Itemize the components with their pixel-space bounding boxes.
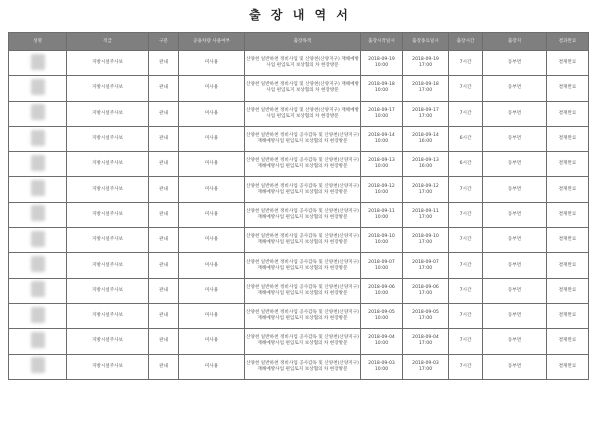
cell-destination: 동부면	[483, 202, 547, 227]
cell-destination: 동부면	[483, 228, 547, 253]
cell-type: 관내	[149, 101, 179, 126]
redacted-name-blur	[31, 357, 45, 373]
end-time: 16:00	[418, 164, 433, 170]
cell-result: 결재완료	[547, 354, 589, 379]
table-row	[9, 76, 589, 101]
cell-destination: 동부면	[483, 76, 547, 101]
redacted-name-cell	[9, 303, 67, 328]
cell-start	[361, 101, 403, 126]
start-time: 10:00	[374, 189, 389, 195]
redacted-name-cell	[9, 101, 67, 126]
header-name: 성명	[9, 33, 67, 51]
table-row	[9, 177, 589, 202]
cell-vehicle: 미사용	[179, 202, 245, 227]
end-date: 2018-09-07	[412, 259, 439, 265]
cell-result: 결재완료	[547, 303, 589, 328]
redacted-name-blur	[31, 332, 45, 348]
cell-end	[403, 177, 449, 202]
redacted-name-blur	[31, 155, 45, 171]
start-date: 2018-09-14	[368, 133, 395, 139]
start-time: 10:00	[374, 316, 389, 322]
start-date: 2018-09-18	[368, 82, 395, 88]
cell-end	[403, 278, 449, 303]
start-date: 2018-09-06	[368, 284, 395, 290]
cell-type: 관내	[149, 76, 179, 101]
start-date: 2018-09-05	[368, 310, 395, 316]
table-row	[9, 354, 589, 379]
cell-type: 관내	[149, 354, 179, 379]
cell-position: 지방시설주사보	[67, 303, 149, 328]
end-time: 17:00	[418, 290, 433, 296]
cell-purpose: 산양천 일반하천 정비사업 공사감독 및 산양천(산양지구) 재해예방사업 편입토지 보상협의 차 현장방문	[245, 228, 361, 253]
cell-position: 지방시설주사보	[67, 76, 149, 101]
start-date: 2018-09-13	[368, 158, 395, 164]
cell-end	[403, 126, 449, 151]
cell-start	[361, 228, 403, 253]
redacted-name-blur	[31, 205, 45, 221]
cell-purpose: 산양천 일반하천 정비사업 및 산양천(산양지구) 재해예방사업 편입토지 보상협의 차 현장방문	[245, 76, 361, 101]
cell-purpose: 산양천 일반하천 정비사업 공사감독 및 산양천(산양지구) 재해예방사업 편입토지 보상협의 차 현장방문	[245, 354, 361, 379]
cell-start	[361, 76, 403, 101]
cell-duration: 6시간	[449, 126, 483, 151]
cell-duration: 7시간	[449, 202, 483, 227]
cell-purpose: 산양천 일반하천 정비사업 공사감독 및 산양천(산양지구) 재해예방사업 편입토지 보상협의 차 현장방문	[245, 126, 361, 151]
cell-start	[361, 177, 403, 202]
cell-start	[361, 329, 403, 354]
cell-start	[361, 126, 403, 151]
cell-vehicle: 미사용	[179, 51, 245, 76]
cell-position: 지방시설주사보	[67, 278, 149, 303]
cell-destination: 동부면	[483, 329, 547, 354]
cell-position: 지방시설주사보	[67, 253, 149, 278]
cell-vehicle: 미사용	[179, 253, 245, 278]
cell-destination: 동부면	[483, 354, 547, 379]
cell-destination: 동부면	[483, 253, 547, 278]
table-row	[9, 101, 589, 126]
cell-type: 관내	[149, 202, 179, 227]
start-time: 10:00	[374, 366, 389, 372]
cell-end	[403, 202, 449, 227]
cell-position: 지방시설주사보	[67, 228, 149, 253]
end-date: 2018-09-17	[412, 107, 439, 113]
end-date: 2018-09-05	[412, 310, 439, 316]
trip-ledger-table	[8, 32, 589, 380]
table-row	[9, 303, 589, 328]
end-date: 2018-09-03	[412, 360, 439, 366]
cell-vehicle: 미사용	[179, 354, 245, 379]
start-date: 2018-09-10	[368, 234, 395, 240]
cell-result: 결재완료	[547, 51, 589, 76]
cell-start	[361, 303, 403, 328]
redacted-name-cell	[9, 177, 67, 202]
cell-purpose: 산양천 일반하천 정비사업 공사감독 및 산양천(산양지구) 재해예방사업 편입토지 보상협의 차 현장방문	[245, 253, 361, 278]
cell-duration: 7시간	[449, 253, 483, 278]
redacted-name-cell	[9, 202, 67, 227]
cell-destination: 동부면	[483, 101, 547, 126]
start-date: 2018-09-07	[368, 259, 395, 265]
cell-end	[403, 354, 449, 379]
start-time: 10:00	[374, 164, 389, 170]
cell-purpose: 산양천 일반하천 정비사업 및 산양천(산양지구) 재해예방사업 편입토지 보상협의 차 현장방문	[245, 51, 361, 76]
end-date: 2018-09-11	[412, 208, 439, 214]
cell-start	[361, 253, 403, 278]
cell-purpose: 산양천 일반하천 정비사업 공사감독 및 산양천(산양지구) 재해예방사업 편입토지 보상협의 차 현장방문	[245, 278, 361, 303]
cell-end	[403, 228, 449, 253]
cell-destination: 동부면	[483, 152, 547, 177]
end-date: 2018-09-10	[412, 234, 439, 240]
cell-purpose: 산양천 일반하천 정비사업 공사감독 및 산양천(산양지구) 재해예방사업 편입토지 보상협의 차 현장방문	[245, 303, 361, 328]
redacted-name-blur	[31, 281, 45, 297]
redacted-name-blur	[31, 256, 45, 272]
cell-purpose: 산양천 일반하천 정비사업 및 산양천(산양지구) 재해예방사업 편입토지 보상협의 차 현장방문	[245, 101, 361, 126]
end-date: 2018-09-14	[412, 133, 439, 139]
redacted-name-blur	[31, 104, 45, 120]
cell-duration: 7시간	[449, 329, 483, 354]
cell-duration: 6시간	[449, 152, 483, 177]
cell-position: 지방시설주사보	[67, 354, 149, 379]
cell-duration: 7시간	[449, 177, 483, 202]
table-body	[9, 51, 589, 380]
cell-vehicle: 미사용	[179, 152, 245, 177]
table-row	[9, 202, 589, 227]
cell-type: 관내	[149, 126, 179, 151]
cell-end	[403, 76, 449, 101]
start-date: 2018-09-17	[368, 107, 395, 113]
start-time: 10:00	[374, 139, 389, 145]
cell-vehicle: 미사용	[179, 101, 245, 126]
redacted-name-cell	[9, 126, 67, 151]
header-duration: 출장시간	[449, 33, 483, 51]
cell-start	[361, 354, 403, 379]
cell-vehicle: 미사용	[179, 303, 245, 328]
header-type: 구분	[149, 33, 179, 51]
header-end: 출장종료일시	[403, 33, 449, 51]
cell-duration: 7시간	[449, 101, 483, 126]
cell-result: 결재완료	[547, 177, 589, 202]
cell-result: 결재완료	[547, 253, 589, 278]
cell-end	[403, 253, 449, 278]
cell-position: 지방시설주사보	[67, 126, 149, 151]
start-date: 2018-09-03	[368, 360, 395, 366]
cell-position: 지방시설주사보	[67, 177, 149, 202]
start-time: 10:00	[374, 63, 389, 69]
table-row	[9, 278, 589, 303]
end-time: 17:00	[418, 316, 433, 322]
start-time: 10:00	[374, 240, 389, 246]
cell-position: 지방시설주사보	[67, 202, 149, 227]
start-time: 10:00	[374, 265, 389, 271]
end-date: 2018-09-04	[412, 335, 439, 341]
redacted-name-cell	[9, 354, 67, 379]
header-position: 직급	[67, 33, 149, 51]
cell-destination: 동부면	[483, 177, 547, 202]
table-row	[9, 228, 589, 253]
end-time: 17:00	[418, 88, 433, 94]
redacted-name-blur	[31, 130, 45, 146]
start-date: 2018-09-12	[368, 183, 395, 189]
start-time: 10:00	[374, 214, 389, 220]
end-time: 17:00	[418, 113, 433, 119]
cell-result: 결재완료	[547, 278, 589, 303]
cell-result: 결재완료	[547, 76, 589, 101]
cell-vehicle: 미사용	[179, 228, 245, 253]
cell-type: 관내	[149, 303, 179, 328]
cell-end	[403, 101, 449, 126]
cell-start	[361, 152, 403, 177]
table-header	[9, 33, 589, 51]
redacted-name-cell	[9, 253, 67, 278]
cell-result: 결재완료	[547, 126, 589, 151]
redacted-name-cell	[9, 278, 67, 303]
table-row	[9, 152, 589, 177]
redacted-name-blur	[31, 307, 45, 323]
cell-vehicle: 미사용	[179, 126, 245, 151]
cell-result: 결재완료	[547, 202, 589, 227]
cell-start	[361, 51, 403, 76]
cell-purpose: 산양천 일반하천 정비사업 공사감독 및 산양천(산양지구) 재해예방사업 편입토지 보상협의 차 현장방문	[245, 177, 361, 202]
table-row	[9, 126, 589, 151]
cell-duration: 7시간	[449, 228, 483, 253]
start-date: 2018-09-04	[368, 335, 395, 341]
cell-duration: 7시간	[449, 51, 483, 76]
cell-start	[361, 202, 403, 227]
cell-duration: 7시간	[449, 278, 483, 303]
cell-purpose: 산양천 일반하천 정비사업 공사감독 및 산양천(산양지구) 재해예방사업 편입토지 보상협의 차 현장방문	[245, 152, 361, 177]
cell-destination: 동부면	[483, 303, 547, 328]
start-date: 2018-09-11	[368, 208, 395, 214]
end-date: 2018-09-18	[412, 82, 439, 88]
redacted-name-blur	[31, 79, 45, 95]
cell-type: 관내	[149, 278, 179, 303]
cell-destination: 동부면	[483, 51, 547, 76]
start-time: 10:00	[374, 290, 389, 296]
header-purpose: 출장목적	[245, 33, 361, 51]
redacted-name-cell	[9, 51, 67, 76]
cell-result: 결재완료	[547, 152, 589, 177]
header-destination: 출장지	[483, 33, 547, 51]
cell-destination: 동부면	[483, 278, 547, 303]
cell-vehicle: 미사용	[179, 278, 245, 303]
redacted-name-blur	[31, 231, 45, 247]
cell-type: 관내	[149, 228, 179, 253]
cell-result: 결재완료	[547, 329, 589, 354]
header-vehicle: 공용차량 사용여부	[179, 33, 245, 51]
table-row	[9, 253, 589, 278]
end-time: 17:00	[418, 189, 433, 195]
cell-end	[403, 51, 449, 76]
cell-result: 결재완료	[547, 101, 589, 126]
end-time: 17:00	[418, 265, 433, 271]
cell-position: 지방시설주사보	[67, 329, 149, 354]
end-time: 17:00	[418, 214, 433, 220]
start-time: 10:00	[374, 88, 389, 94]
end-time: 16:00	[418, 139, 433, 145]
cell-type: 관내	[149, 152, 179, 177]
start-time: 10:00	[374, 113, 389, 119]
table-row	[9, 51, 589, 76]
end-time: 17:00	[418, 366, 433, 372]
redacted-name-cell	[9, 329, 67, 354]
end-time: 17:00	[418, 341, 433, 347]
end-date: 2018-09-12	[412, 183, 439, 189]
cell-position: 지방시설주사보	[67, 101, 149, 126]
header-start: 출장시작일시	[361, 33, 403, 51]
end-date: 2018-09-19	[412, 57, 439, 63]
start-date: 2018-09-19	[368, 57, 395, 63]
cell-end	[403, 152, 449, 177]
cell-purpose: 산양천 일반하천 정비사업 공사감독 및 산양천(산양지구) 재해예방사업 편입토지 보상협의 차 현장방문	[245, 329, 361, 354]
cell-duration: 7시간	[449, 76, 483, 101]
cell-end	[403, 303, 449, 328]
cell-type: 관내	[149, 329, 179, 354]
cell-type: 관내	[149, 51, 179, 76]
end-date: 2018-09-06	[412, 284, 439, 290]
cell-end	[403, 329, 449, 354]
redacted-name-cell	[9, 228, 67, 253]
end-time: 17:00	[418, 240, 433, 246]
end-date: 2018-09-13	[412, 158, 439, 164]
cell-purpose: 산양천 일반하천 정비사업 공사감독 및 산양천(산양지구) 재해예방사업 편입토지 보상협의 차 현장방문	[245, 202, 361, 227]
cell-position: 지방시설주사보	[67, 152, 149, 177]
start-time: 10:00	[374, 341, 389, 347]
cell-type: 관내	[149, 177, 179, 202]
end-time: 17:00	[418, 63, 433, 69]
redacted-name-cell	[9, 152, 67, 177]
cell-destination: 동부면	[483, 126, 547, 151]
redacted-name-blur	[31, 54, 45, 70]
header-result: 결과완료	[547, 33, 589, 51]
cell-result: 결재완료	[547, 228, 589, 253]
cell-vehicle: 미사용	[179, 76, 245, 101]
cell-duration: 7시간	[449, 354, 483, 379]
page-title: 출 장 내 역 서	[249, 8, 351, 22]
redacted-name-cell	[9, 76, 67, 101]
redacted-name-blur	[31, 180, 45, 196]
cell-start	[361, 278, 403, 303]
cell-vehicle: 미사용	[179, 329, 245, 354]
cell-vehicle: 미사용	[179, 177, 245, 202]
cell-type: 관내	[149, 253, 179, 278]
cell-duration: 7시간	[449, 303, 483, 328]
cell-position: 지방시설주사보	[67, 51, 149, 76]
table-row	[9, 329, 589, 354]
